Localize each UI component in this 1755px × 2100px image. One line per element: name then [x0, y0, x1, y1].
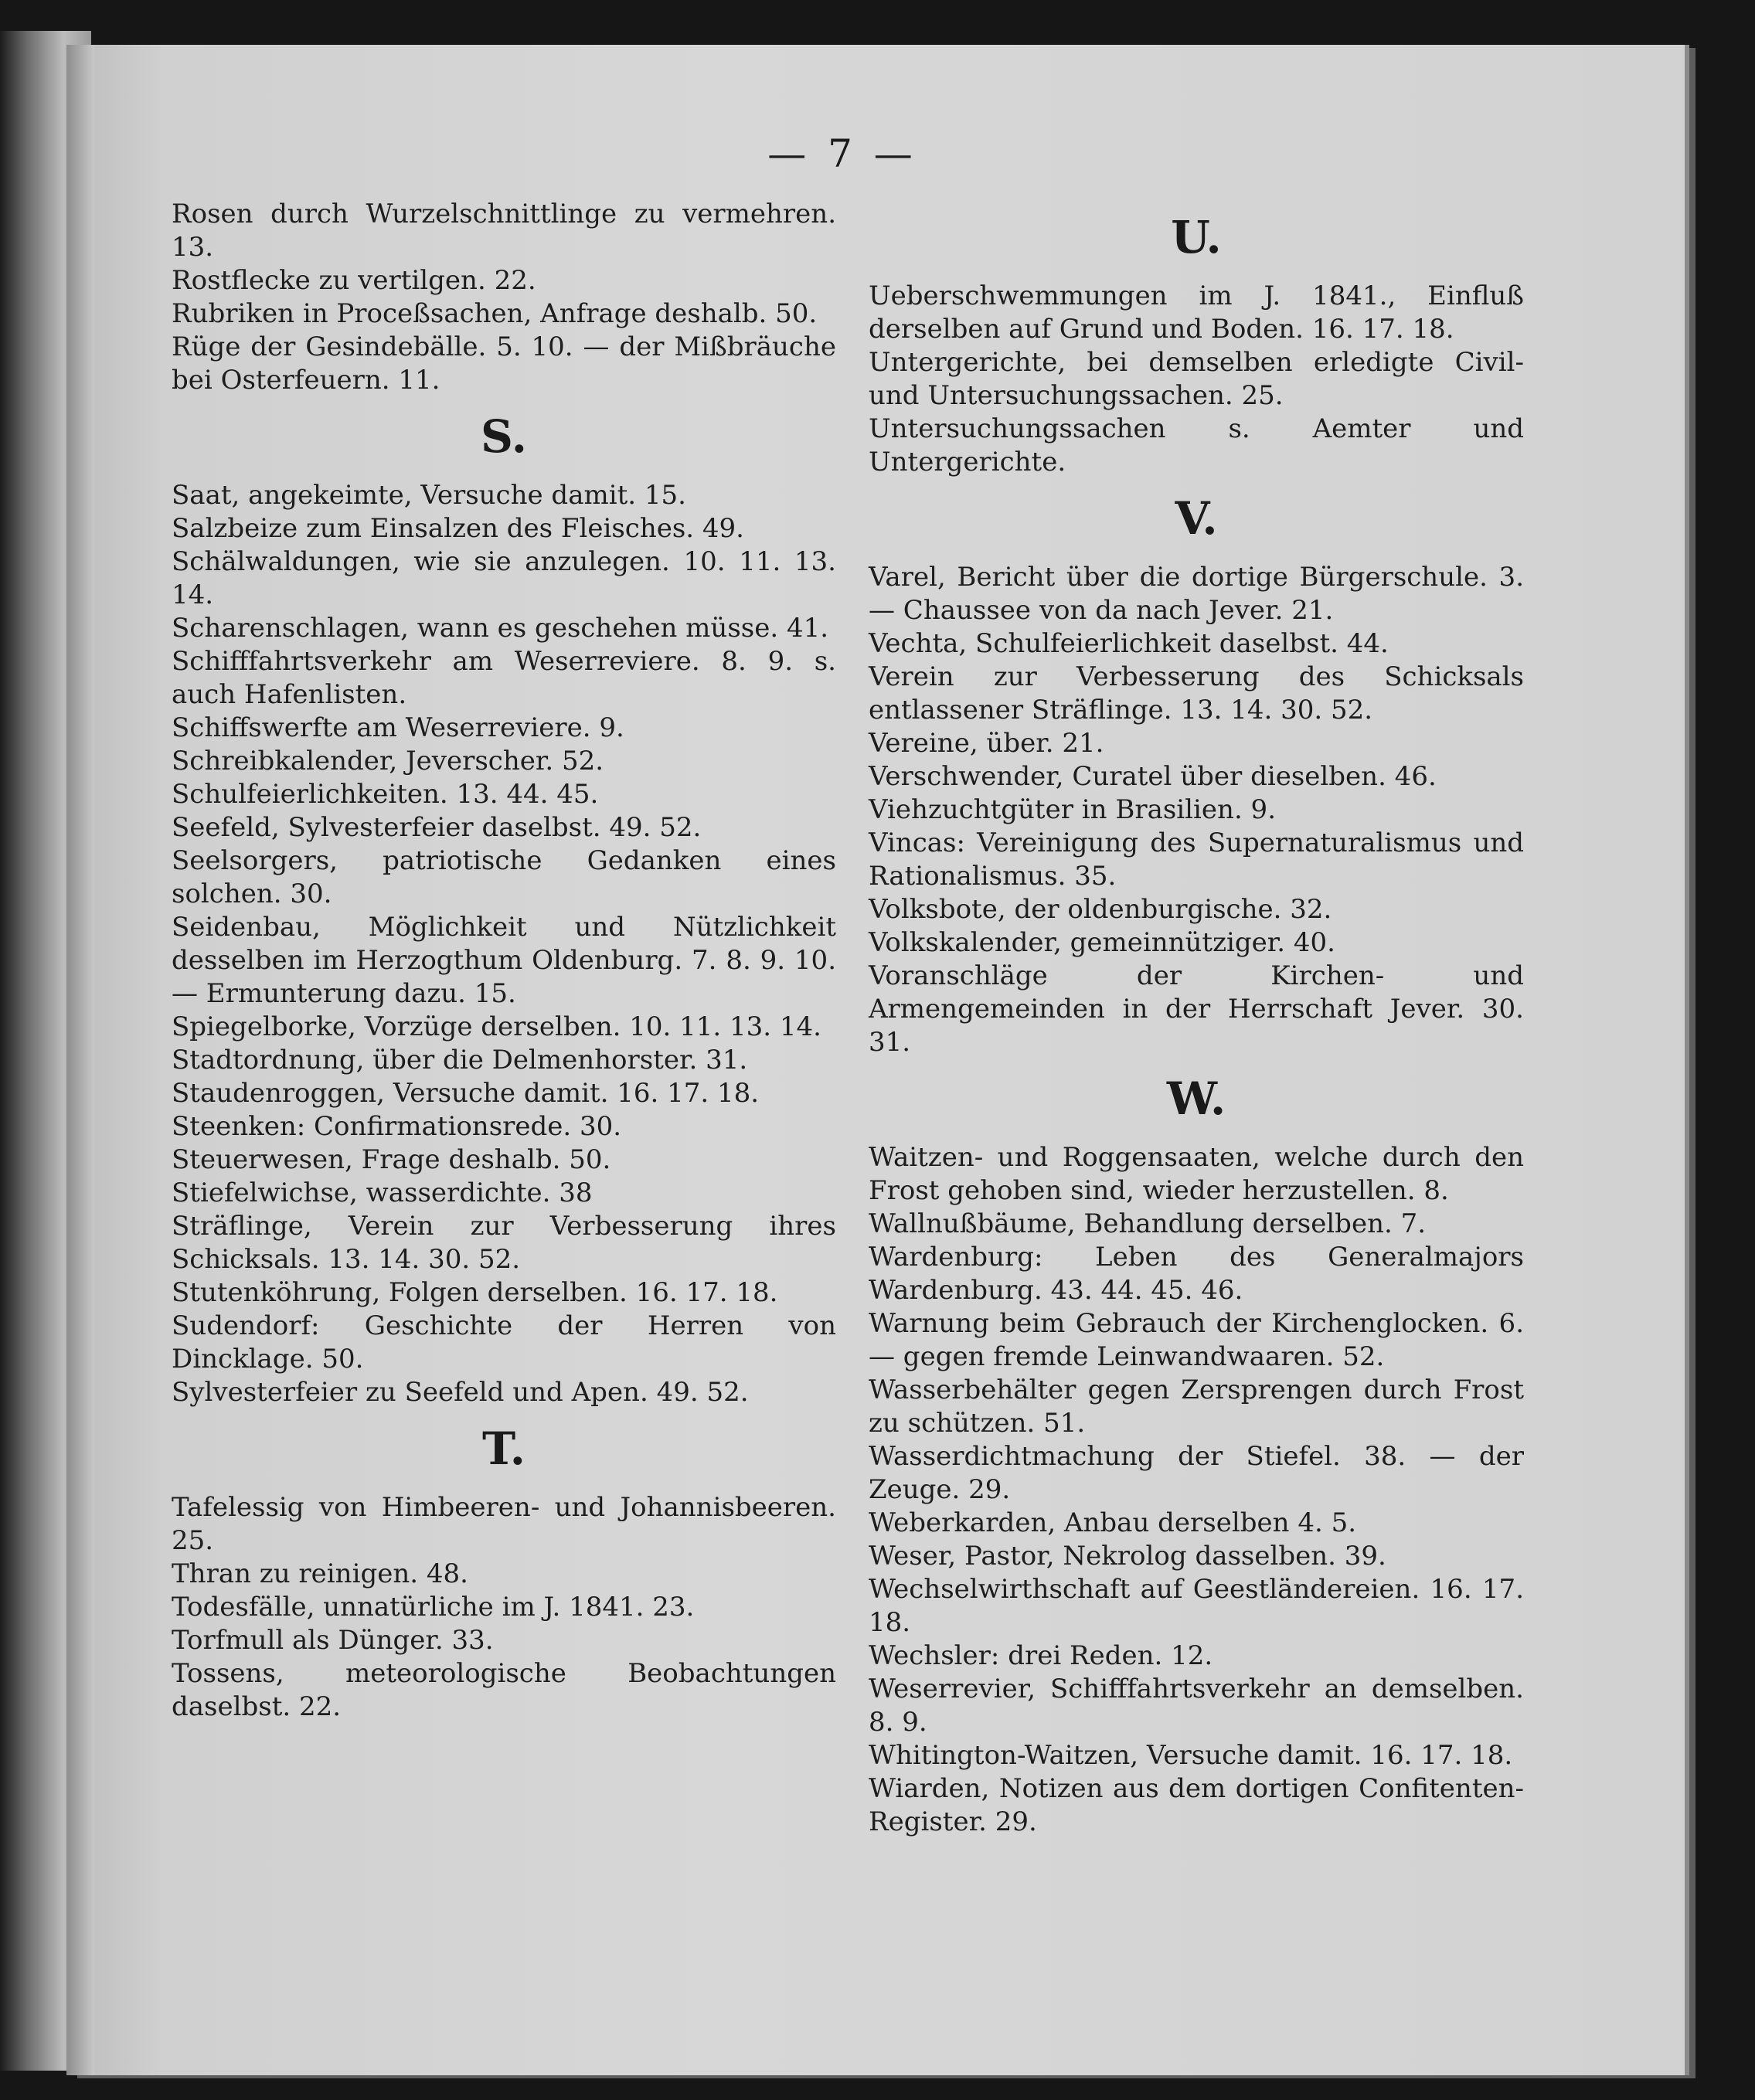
index-entry: Schulfeierlichkeiten. 13. 44. 45. — [172, 779, 599, 810]
index-entry: Rosen durch Wurzelschnittlinge zu vermehren. 13. — [172, 199, 836, 263]
index-entry: Steenken: Confirmationsrede. 30. — [172, 1111, 622, 1142]
index-entry: Wasserbehälter gegen Zersprengen durch Frost zu schützen. 51. — [869, 1375, 1524, 1439]
index-entry: Rüge der Gesindebälle. 5. 10. — der Mißbräuche bei Osterfeuern. 11. — [172, 331, 836, 396]
index-entry: Stadtordnung, über die Delmenhorster. 31. — [172, 1045, 748, 1075]
index-entry: Wallnußbäume, Behandlung derselben. 7. — [869, 1208, 1427, 1239]
index-entry: Todesfälle, unnatürliche im J. 1841. 23. — [172, 1592, 695, 1623]
index-entry: Verschwender, Curatel über dieselben. 46. — [869, 761, 1437, 792]
index-entry: Viehzuchtgüter in Brasilien. 9. — [869, 794, 1276, 825]
index-entry: Seelsorgers, patriotische Gedanken eines solchen. 30. — [172, 845, 836, 909]
index-column-left — [172, 198, 836, 1724]
index-entry: Sträflinge, Verein zur Verbesserung ihres Schicksals. 13. 14. 30. 52. — [172, 1211, 836, 1275]
index-entry: Voranschläge der Kirchen- und Armengemeinden in der Herrschaft Jever. 30. 31. — [869, 960, 1524, 1058]
index-entry: Spiegelborke, Vorzüge derselben. 10. 11. 13. 14. — [172, 1011, 821, 1042]
index-entry: Verein zur Verbesserung des Schicksals entlassener Sträflinge. 13. 14. 30. 52. — [869, 661, 1524, 725]
index-entry: Volksbote, der oldenburgische. 32. — [869, 894, 1332, 925]
index-entry: Schreibkalender, Jeverscher. 52. — [172, 746, 604, 776]
index-entry: Saat, angekeimte, Versuche damit. 15. — [172, 480, 686, 511]
index-entry: Steuerwesen, Frage deshalb. 50. — [172, 1144, 611, 1175]
index-entry: Tafelessig von Himbeeren- und Johannisbeeren. 25. — [172, 1492, 836, 1556]
index-entry: Varel, Bericht über die dortige Bürgerschule. 3. — Chaussee von da nach Jever. 21. — [869, 562, 1524, 626]
index-entry: Warnung beim Gebrauch der Kirchenglocken. 6. — gegen fremde Leinwandwaaren. 52. — [869, 1308, 1524, 1372]
index-section-letter: V. — [1175, 492, 1218, 545]
index-entry: Seefeld, Sylvesterfeier daselbst. 49. 52. — [172, 812, 702, 843]
index-entry: Schälwaldungen, wie sie anzulegen. 10. 11. 13. 14. — [172, 546, 836, 610]
index-entry: Wechsler: drei Reden. 12. — [869, 1640, 1213, 1671]
index-entry: Whitington-Waitzen, Versuche damit. 16. 17. 18. — [869, 1740, 1513, 1771]
index-entry: Wasserdichtmachung der Stiefel. 38. — der Zeuge. 29. — [869, 1441, 1524, 1505]
index-entry: Schiffswerfte am Weserreviere. 9. — [172, 712, 624, 743]
index-entry: Volkskalender, gemeinnütziger. 40. — [869, 927, 1335, 958]
index-entry: Stiefelwichse, wasserdichte. 38 — [172, 1177, 593, 1208]
index-entry: Thran zu reinigen. 48. — [172, 1558, 468, 1589]
index-entry: Wiarden, Notizen aus dem dortigen Confitenten-Register. 29. — [869, 1773, 1524, 1837]
index-entry: Untergerichte, bei demselben erledigte Civil- und Untersuchungssachen. 25. — [869, 347, 1524, 411]
index-entry: Tossens, meteorologische Beobachtungen daselbst. 22. — [172, 1658, 836, 1722]
index-entry: Weserrevier, Schifffahrtsverkehr an demselben. 8. 9. — [869, 1674, 1524, 1738]
index-entry: Wechselwirthschaft auf Geestländereien. 16. 17. 18. — [869, 1574, 1524, 1638]
index-entry: Sudendorf: Geschichte der Herren von Dincklage. 50. — [172, 1310, 836, 1375]
index-entry: Schifffahrtsverkehr am Weserreviere. 8. 9. s. auch Hafenlisten. — [172, 646, 836, 710]
index-entry: Vincas: Vereinigung des Supernaturalismus und Rationalismus. 35. — [869, 827, 1524, 892]
page-number: — 7 — — [767, 131, 917, 176]
index-entry: Weser, Pastor, Nekrolog dasselben. 39. — [869, 1541, 1386, 1572]
index-entry: Vereine, über. 21. — [869, 728, 1104, 759]
index-entry: Staudenroggen, Versuche damit. 16. 17. 18. — [172, 1078, 760, 1109]
index-entry: Rubriken in Proceßsachen, Anfrage deshalb. 50. — [172, 298, 818, 329]
index-entry: Waitzen- und Roggensaaten, welche durch den Frost gehoben sind, wieder herzustellen. 8. — [869, 1142, 1524, 1206]
index-entry: Ueberschwemmungen im J. 1841., Einfluß derselben auf Grund und Boden. 16. 17. 18. — [869, 280, 1524, 345]
index-entry: Weberkarden, Anbau derselben 4. 5. — [869, 1507, 1357, 1538]
index-entry: Seidenbau, Möglichkeit und Nützlichkeit desselben im Herzogthum Oldenburg. 7. 8. 9. 10. — Ermunterung dazu. 15. — [172, 912, 836, 1009]
index-entry: Scharenschlagen, wann es geschehen müsse. 41. — [172, 613, 829, 644]
index-section-letter: S. — [480, 410, 527, 463]
index-section-letter: W. — [1166, 1072, 1226, 1125]
index-column-right — [869, 198, 1524, 1839]
index-entry: Vechta, Schulfeierlichkeit daselbst. 44. — [869, 628, 1389, 659]
index-entry: Rostflecke zu vertilgen. 22. — [172, 265, 536, 296]
index-section-letter: T. — [482, 1422, 525, 1475]
index-entry: Wardenburg: Leben des Generalmajors Wardenburg. 43. 44. 45. 46. — [869, 1242, 1524, 1306]
index-entry: Torfmull als Dünger. 33. — [172, 1625, 494, 1656]
index-entry: Untersuchungssachen s. Aemter und Untergerichte. — [869, 413, 1524, 477]
page-fold — [66, 45, 94, 2075]
index-entry: Salzbeize zum Einsalzen des Fleisches. 49. — [172, 513, 744, 544]
index-entry: Stutenköhrung, Folgen derselben. 16. 17. 18. — [172, 1277, 778, 1308]
index-section-letter: U. — [1171, 211, 1222, 263]
index-entry: Sylvesterfeier zu Seefeld und Apen. 49. 52. — [172, 1377, 749, 1408]
